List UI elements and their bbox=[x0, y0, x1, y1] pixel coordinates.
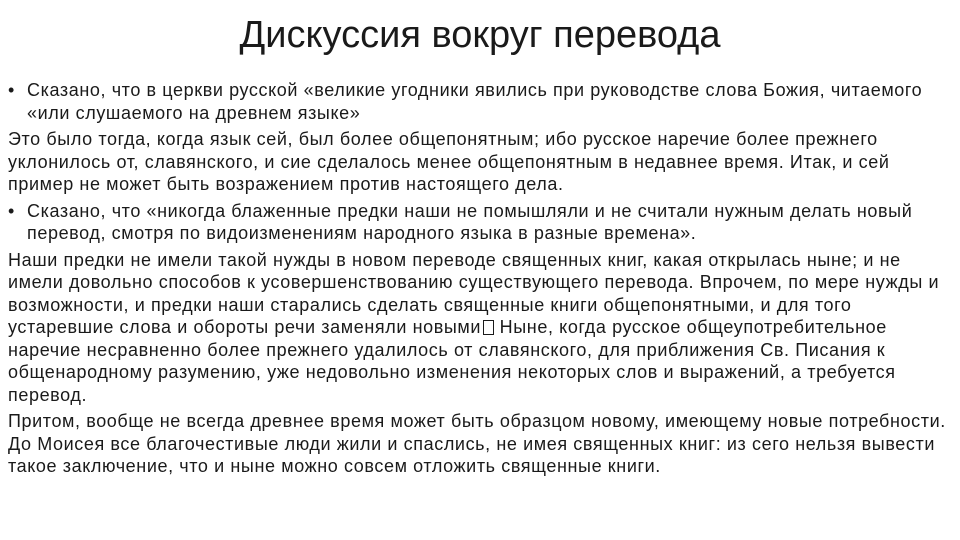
paragraph-text-continued: Ныне, когда русское общеупотребительное наречие несравненно более прежнего удалилось от славянского, для приближения Св. Писания к общенародному разумению, уже недовольно изменения некоторых слов и выражений, а требуется перевод. bbox=[8, 317, 896, 405]
bullet-item bbox=[8, 79, 948, 124]
bullet-dot-icon: • bbox=[8, 80, 15, 100]
paragraph: Это было тогда, когда язык сей, был более общепонятным; ибо русское наречие более прежнего уклонилось от, славянского, и сие сделалось менее общепонятным в недавнее время. Итак, и сей пример не может быть возражением против настоящего дела. bbox=[8, 129, 890, 194]
bullet-dot-icon: • bbox=[8, 200, 15, 221]
bullet-text: Сказано, что «никогда блаженные предки наши не помышляли и не считали нужным делать новый перевод, смотря по видоизменениям народного языка в разные времена». bbox=[27, 200, 913, 243]
bullet-text: Сказано, что в церкви русской «великие угодники явились при руководстве слова Божия, читаемого «или слушаемого на древнем языке» bbox=[27, 80, 923, 123]
missing-glyph-icon bbox=[483, 320, 494, 335]
bullet-item bbox=[8, 200, 948, 245]
paragraph bbox=[8, 249, 948, 407]
paragraph: Притом, вообще не всегда древнее время может быть образцом новому, имеющему новые потребности. До Моисея все благочестивые люди жили и спаслись, не имея священных книг: из сего нельзя вывести такое заключение, что и ныне можно совсем отложить священные книги. bbox=[8, 411, 946, 476]
slide-title: Дискуссия вокруг перевода bbox=[239, 14, 721, 56]
slide-body bbox=[8, 79, 948, 482]
paragraph-text: Наши предки не имели такой нужды в новом переводе священных книг, какая открылась ныне; и не имели довольно способов к усовершенствованию существующего перевода. Впрочем, по мере нужды и возможности, и предки наши старались сделать священные книги общепонятными, и для того устаревшие слова и обороты речи заменяли новыми bbox=[8, 249, 940, 337]
